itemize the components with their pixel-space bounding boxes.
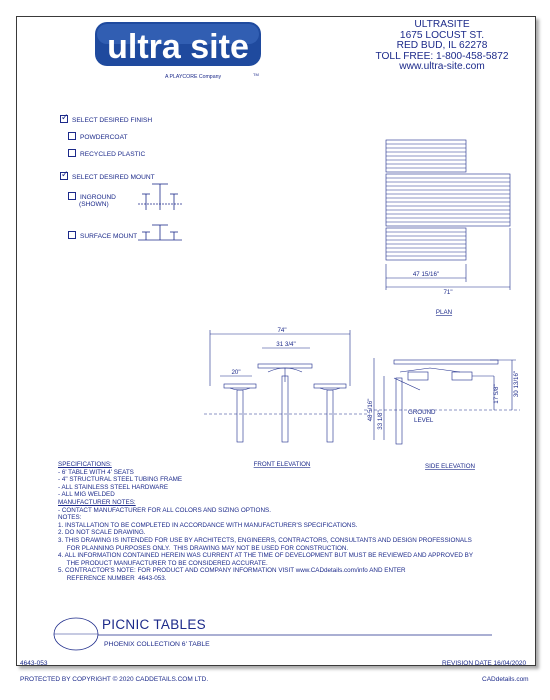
finish-option-powdercoat[interactable]: POWDERCOAT: [68, 132, 128, 141]
mfr-note: - CONTACT MANUFACTURER FOR ALL COLORS AND SIZING OPTIONS.: [58, 506, 271, 514]
finish-checkbox[interactable]: ✓: [61, 112, 69, 122]
company-name: ULTRASITE: [414, 19, 470, 30]
front-dim-overall: 74": [277, 327, 287, 334]
caddetails-site[interactable]: CADdetails.com: [482, 676, 529, 683]
spec-item: - 6' TABLE WITH 4' SEATS: [58, 468, 134, 476]
mfr-notes-header: MANUFACTURER NOTES:: [58, 498, 136, 506]
spec-item: - 4" STRUCTURAL STEEL TUBING FRAME: [58, 476, 183, 484]
inground-mount-icon: [136, 180, 184, 214]
plan-dim-inner: 47 15/16": [412, 271, 440, 278]
front-elevation: [200, 326, 370, 476]
checkbox[interactable]: [68, 192, 76, 200]
copyright: PROTECTED BY COPYRIGHT © 2020 CADDETAILS.COM LTD.: [20, 676, 209, 683]
logo-text: ultra site: [107, 28, 249, 66]
finish-option-recycled-plastic[interactable]: RECYCLED PLASTIC: [68, 149, 145, 158]
mount-header: ✓ SELECT DESIRED MOUNT: [61, 169, 155, 181]
front-dim-mid: 31 3/4": [276, 341, 296, 348]
mount-checkbox[interactable]: ✓: [61, 169, 69, 179]
side-elevation-label: SIDE ELEVATION: [425, 463, 475, 470]
inground-note: (SHOWN): [79, 201, 109, 208]
front-dim-h2: 33 1/8": [377, 410, 384, 430]
notes-header: NOTES:: [58, 514, 82, 522]
note-line: REFERENCE NUMBER 4643-053.: [58, 574, 167, 582]
side-dim-h1: 17 5/8": [493, 384, 500, 404]
drawing-ref: 4643-053: [20, 660, 48, 667]
side-table-top: [394, 360, 498, 364]
front-dim-seat: 20": [231, 369, 241, 376]
specs-header: SPECIFICATIONS:: [58, 461, 112, 468]
company-address-1: 1675 LOCUST ST.: [399, 29, 485, 41]
plan-label: PLAN: [435, 309, 453, 316]
note-line: FOR PLANNING PURPOSES ONLY. THIS DRAWING MAY NOT BE USED FOR CONSTRUCTION.: [58, 544, 349, 552]
spec-item: - ALL STAINLESS STEEL HARDWARE: [58, 483, 169, 491]
side-seat-right: [452, 372, 472, 380]
front-dim-h1: 48 5/16": [367, 398, 374, 422]
mount-option-inground[interactable]: INGROUND: [68, 192, 116, 201]
mount-option-surface[interactable]: SURFACE MOUNT: [68, 231, 137, 240]
note-line: 5. CONTRACTOR'S NOTE: FOR PRODUCT AND COMPANY INFORMATION VISIT www.CADdetails.com/info AND ENTER: [58, 567, 406, 575]
drawing-title: PICNIC TABLES: [102, 617, 206, 632]
spec-item: - ALL MIG WELDED: [58, 491, 115, 499]
logo-tagline: A PLAYCORE Company: [164, 74, 222, 80]
specifications-block: [58, 461, 528, 583]
svg-text:TM: TM: [253, 72, 259, 77]
front-table-top: [258, 364, 312, 368]
finish-header: ✓ SELECT DESIRED FINISH: [61, 112, 153, 124]
drawing-subtitle: PHOENIX COLLECTION 6' TABLE: [104, 641, 210, 648]
company-website[interactable]: www.ultra-site.com: [399, 61, 485, 73]
ground-label: GROUND: [408, 409, 436, 416]
checkbox[interactable]: [68, 149, 76, 157]
note-line: THE PRODUCT MANUFACTURER TO BE CONSIDERED ACCURATE.: [58, 559, 268, 567]
note-line: 1. INSTALLATION TO BE COMPLETED IN ACCORDANCE WITH MANUFACTURER'S SPECIFICATIONS.: [58, 521, 358, 529]
side-elevation: [360, 350, 528, 476]
note-line: 4. ALL INFORMATION CONTAINED HEREIN WAS CURRENT AT THE TIME OF DEVELOPMENT BUT MUST BE REVIEWED AND APPROVED BY: [58, 552, 474, 560]
front-elevation-label: FRONT ELEVATION: [253, 461, 311, 468]
company-phone: TOLL FREE: 1-800-458-5872: [375, 50, 509, 62]
company-info: [362, 20, 522, 73]
side-dim-h2: 30 13/16": [513, 370, 520, 398]
revision-date: REVISION DATE 16/04/2020: [442, 660, 527, 667]
front-seat-right: [314, 384, 346, 388]
plan-dim-outer: 71": [443, 289, 453, 296]
plan-view: [378, 130, 528, 330]
side-seat-left: [408, 372, 428, 380]
note-line: 2. DO NOT SCALE DRAWING.: [58, 529, 146, 537]
ultrasite-logo: [93, 20, 263, 84]
note-line: 3. THIS DRAWING IS INTENDED FOR USE BY ARCHITECTS, ENGINEERS, CONTRACTORS, CONSULTANTS AND DESIGN PROFESSIONALS: [58, 536, 472, 544]
plan-seat-top-slats: [386, 144, 466, 168]
company-address-2: RED BUD, IL 62278: [396, 40, 488, 52]
front-seat-left: [224, 384, 256, 388]
surface-mount-icon: [136, 222, 184, 244]
checkbox[interactable]: [68, 132, 76, 140]
checkbox[interactable]: [68, 231, 76, 239]
ground-label-2: LEVEL: [414, 417, 434, 424]
